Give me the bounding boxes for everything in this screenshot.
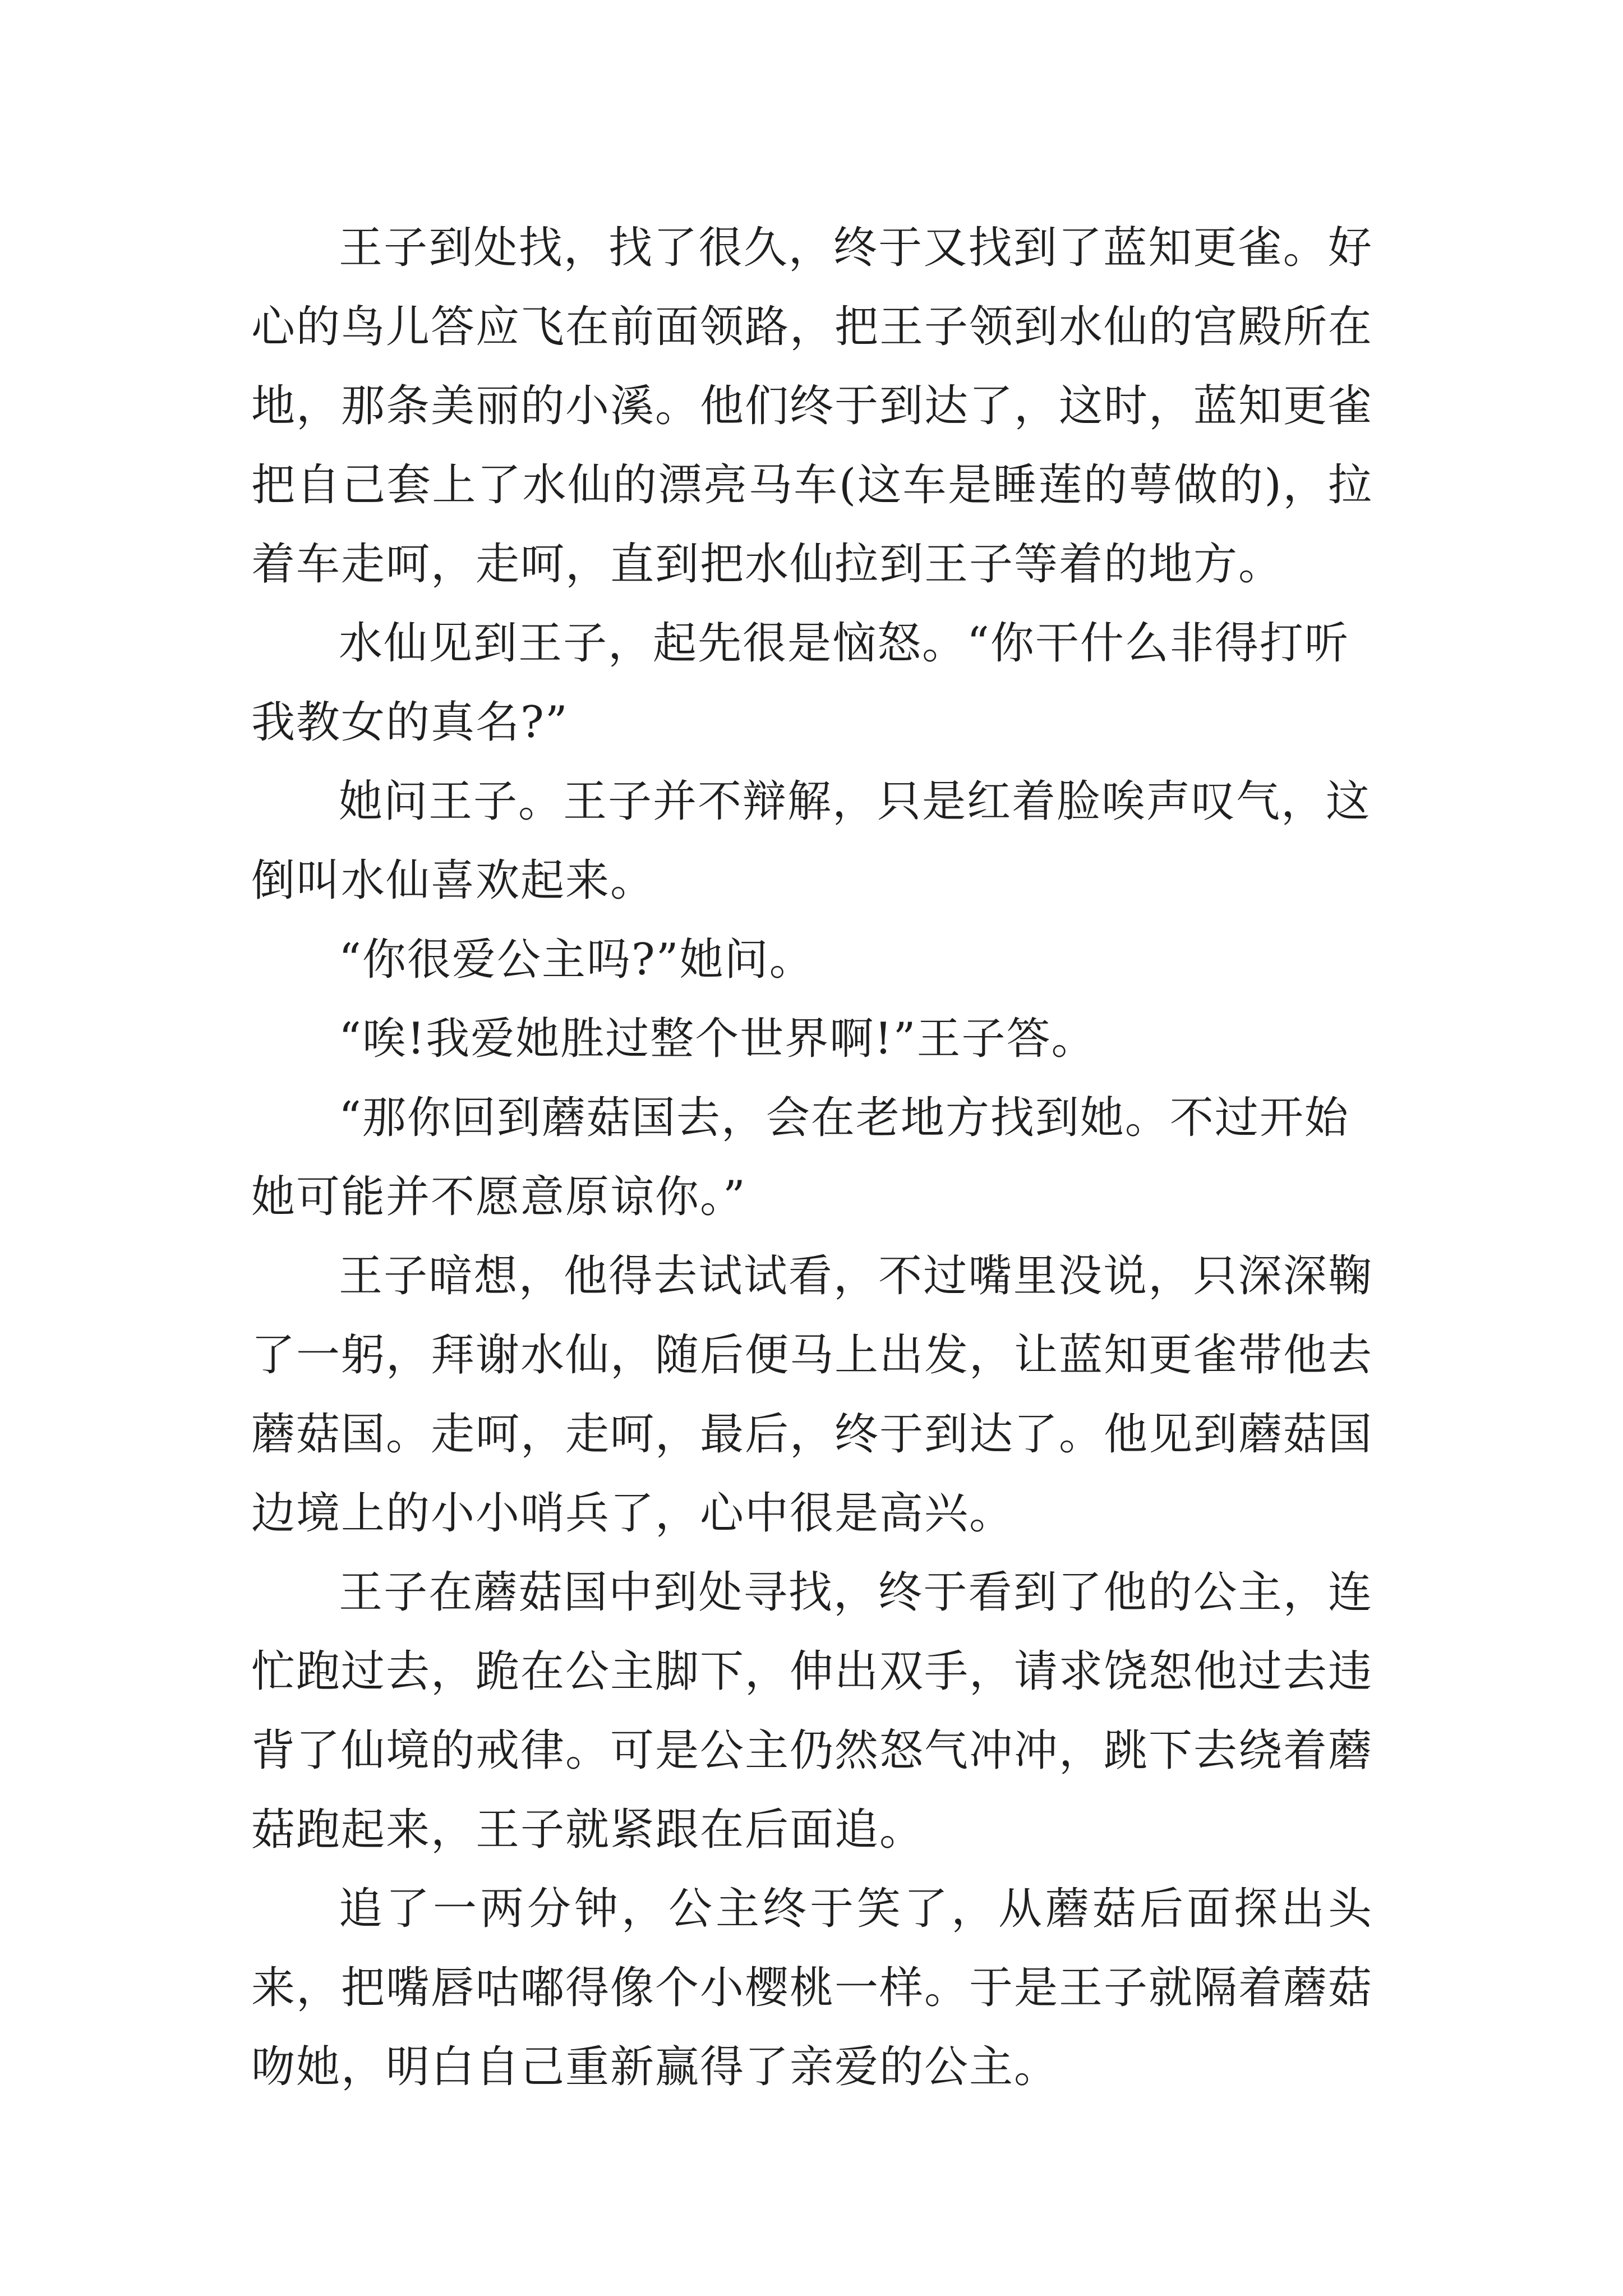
paragraph-1: 王子到处找，找了很久，终于又找到了蓝知更雀。好心的鸟儿答应飞在前面领路，把王子领到水仙的宫殿所在地，那条美丽的小溪。他们终于到达了，这时，蓝知更雀把自己套上了水仙的漂亮马车(这车是睡莲的萼做的)，拉着车走呵，走呵，直到把水仙拉到王子等着的地方。 — [251, 223, 1373, 590]
paragraph-2: 水仙见到王子，起先很是恼怒。“你干什么非得打听我教女的真名?” — [251, 618, 1349, 748]
paragraph-5: “唉!我爱她胜过整个世界啊!”王子答。 — [339, 1014, 1096, 1064]
paragraph-6: “那你回到蘑菇国去，会在老地方找到她。不过开始她可能并不愿意原谅你。” — [251, 1093, 1349, 1222]
paragraph-4: “你很爱公主吗?”她问。 — [339, 935, 814, 985]
paragraph-8: 王子在蘑菇国中到处寻找，终于看到了他的公主，连忙跑过去，跪在公主脚下，伸出双手，请求饶恕他过去违背了仙境的戒律。可是公主仍然怒气冲冲，跳下去绕着蘑菇跑起来，王子就紧跟在后面追。 — [251, 1567, 1373, 1855]
paragraph-7: 王子暗想，他得去试试看，不过嘴里没说，只深深鞠了一躬，拜谢水仙，随后便马上出发，让蓝知更雀带他去蘑菇国。走呵，走呵，最后，终于到达了。他见到蘑菇国边境上的小小哨兵了，心中很是高兴。 — [251, 1251, 1373, 1539]
paragraph-9: 追了一两分钟，公主终于笑了，从蘑菇后面探出头来，把嘴唇咕嘟得像个小樱桃一样。于是王子就隔着蘑菇吻她，明白自己重新赢得了亲爱的公主。 — [251, 1884, 1373, 2092]
paragraph-3: 她问王子。王子并不辩解，只是红着脸唉声叹气，这倒叫水仙喜欢起来。 — [251, 776, 1371, 906]
